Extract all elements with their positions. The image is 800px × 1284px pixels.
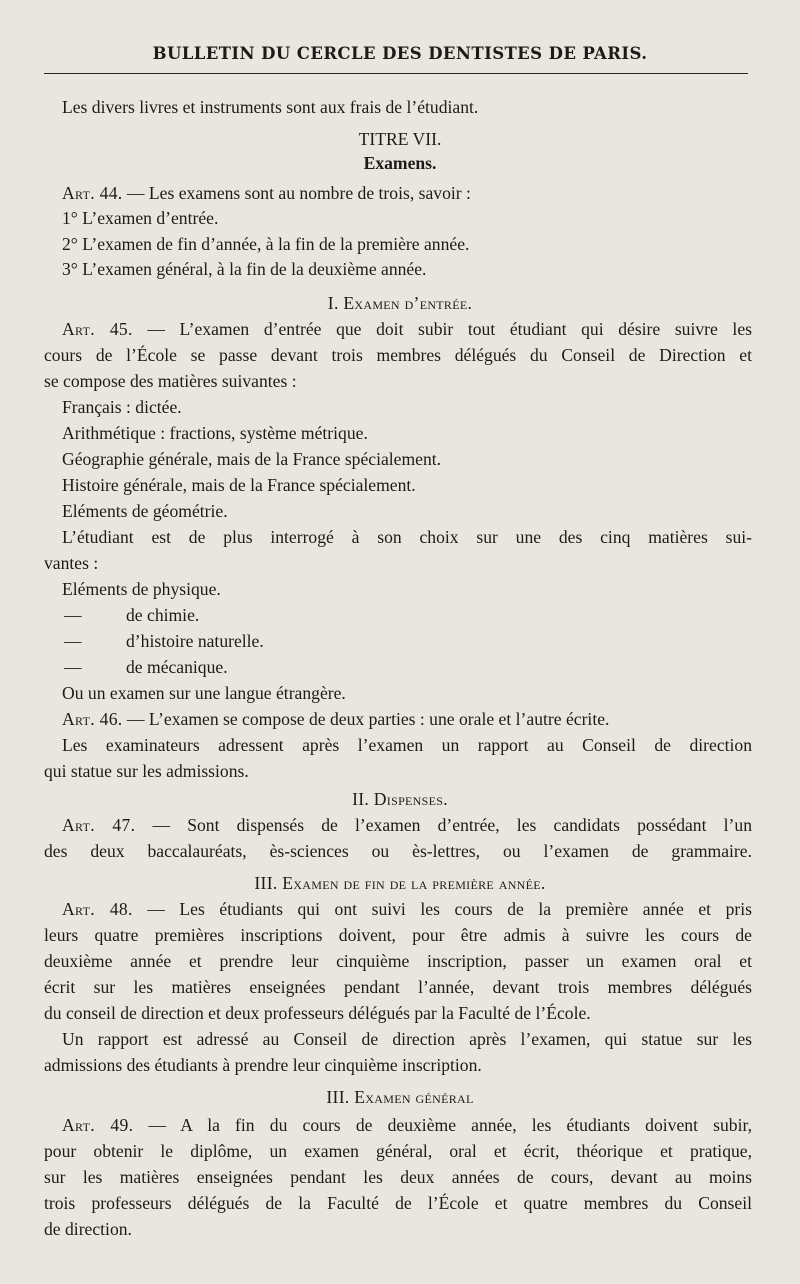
option-item xyxy=(62,604,756,626)
title-heading: TITRE VII. xyxy=(358,129,442,149)
text-line: Un rapport est adressé au Conseil de direction après l’examen, qui statue sur les xyxy=(62,1029,752,1049)
option-item: Ou un examen sur une langue étrangère. xyxy=(62,683,346,703)
text-line: vantes : xyxy=(44,553,99,573)
section-heading: II. Dispenses. xyxy=(352,789,448,809)
text-line: pour obtenir le diplôme, un examen général, oral et écrit, théorique et pratique, xyxy=(44,1141,752,1161)
text-line: des deux baccalauréats, ès-sciences ou ès-lettres, ou l’examen de grammaire. xyxy=(44,841,752,861)
text-line: qui statue sur les admissions. xyxy=(44,761,249,781)
article-text: — L’examen d’entrée que doit subir tout étudiant qui désire suivre les xyxy=(147,319,752,339)
article-44 xyxy=(62,182,756,204)
text-line: écrit sur les matières enseignées pendant l’année, devant trois membres délégués xyxy=(44,977,752,997)
text-line: deuxième année et prendre leur cinquième inscription, passer un examen oral et xyxy=(44,951,752,971)
subject-item: Histoire générale, mais de la France spécialement. xyxy=(62,475,416,495)
article-text: — Les étudiants qui ont suivi les cours de la première année et pris xyxy=(147,899,752,919)
article-47 xyxy=(62,814,752,836)
list-item: 3° L’examen général, à la fin de la deuxième année. xyxy=(62,259,427,279)
running-header: BULLETIN DU CERCLE DES DENTISTES DE PARIS. xyxy=(152,44,648,63)
text-line: se compose des matières suivantes : xyxy=(44,371,297,391)
section-heading: III. Examen de fin de la première année. xyxy=(254,873,546,893)
article-label: Art. 49. xyxy=(62,1115,134,1135)
subject-item: Arithmétique : fractions, système métrique. xyxy=(62,423,368,443)
section-heading: I. Examen d’entrée. xyxy=(327,293,473,313)
article-text: — Sont dispensés de l’examen d’entrée, les candidats possédant l’un xyxy=(152,815,752,835)
text-line: Les divers livres et instruments sont aux frais de l’étudiant. xyxy=(62,97,479,117)
text-line: Les examinateurs adressent après l’examen un rapport au Conseil de direction xyxy=(62,735,752,755)
option-text: de chimie. xyxy=(126,605,200,625)
subject-item: Français : dictée. xyxy=(62,397,182,417)
list-item: 1° L’examen d’entrée. xyxy=(62,208,219,228)
text-line: trois professeurs délégués de la Faculté de l’École et quatre membres du Conseil xyxy=(44,1193,752,1213)
article-label: Art. 47. xyxy=(62,815,136,835)
list-item: 2° L’examen de fin d’année, à la fin de la première année. xyxy=(62,234,470,254)
text-line: du conseil de direction et deux professeurs délégués par la Faculté de l’École. xyxy=(44,1003,591,1023)
article-label: Art. 45. xyxy=(62,319,133,339)
article-46 xyxy=(62,708,756,730)
ditto-dash: — xyxy=(64,605,82,625)
option-text: de mécanique. xyxy=(126,657,228,677)
text-line: leurs quatre premières inscriptions doivent, pour être admis à suivre les cours de xyxy=(44,925,752,945)
article-49 xyxy=(62,1114,752,1136)
text-line: cours de l’École se passe devant trois membres délégués du Conseil de Direction et xyxy=(44,345,752,365)
section-heading: III. Examen général xyxy=(326,1087,474,1107)
article-label: Art. 44. xyxy=(62,183,123,203)
article-label: Art. 48. xyxy=(62,899,133,919)
ditto-dash: — xyxy=(64,631,82,651)
article-text: — Les examens sont au nombre de trois, savoir : xyxy=(126,183,471,203)
article-45 xyxy=(62,318,752,340)
article-label: Art. 46. xyxy=(62,709,123,729)
text-line: L’étudiant est de plus interrogé à son choix sur une des cinq matières sui- xyxy=(62,527,752,547)
article-text: — A la fin du cours de deuxième année, les étudiants doivent subir, xyxy=(148,1115,753,1135)
section-title: Examens. xyxy=(363,153,437,173)
subject-item: Géographie générale, mais de la France spécialement. xyxy=(62,449,442,469)
option-item: Eléments de physique. xyxy=(62,579,221,599)
subject-item: Eléments de géométrie. xyxy=(62,501,228,521)
text-line: sur les matières enseignées pendant les deux années de cours, devant au moins xyxy=(44,1167,752,1187)
header-rule xyxy=(44,73,748,74)
option-item xyxy=(62,656,756,678)
text-line: admissions des étudiants à prendre leur cinquième inscription. xyxy=(44,1055,482,1075)
ditto-dash: — xyxy=(64,657,82,677)
option-item xyxy=(62,630,756,652)
option-text: d’histoire naturelle. xyxy=(126,631,264,651)
text-line: de direction. xyxy=(44,1219,132,1239)
article-text: — L’examen se compose de deux parties : une orale et l’autre écrite. xyxy=(126,709,610,729)
article-48 xyxy=(62,898,752,920)
